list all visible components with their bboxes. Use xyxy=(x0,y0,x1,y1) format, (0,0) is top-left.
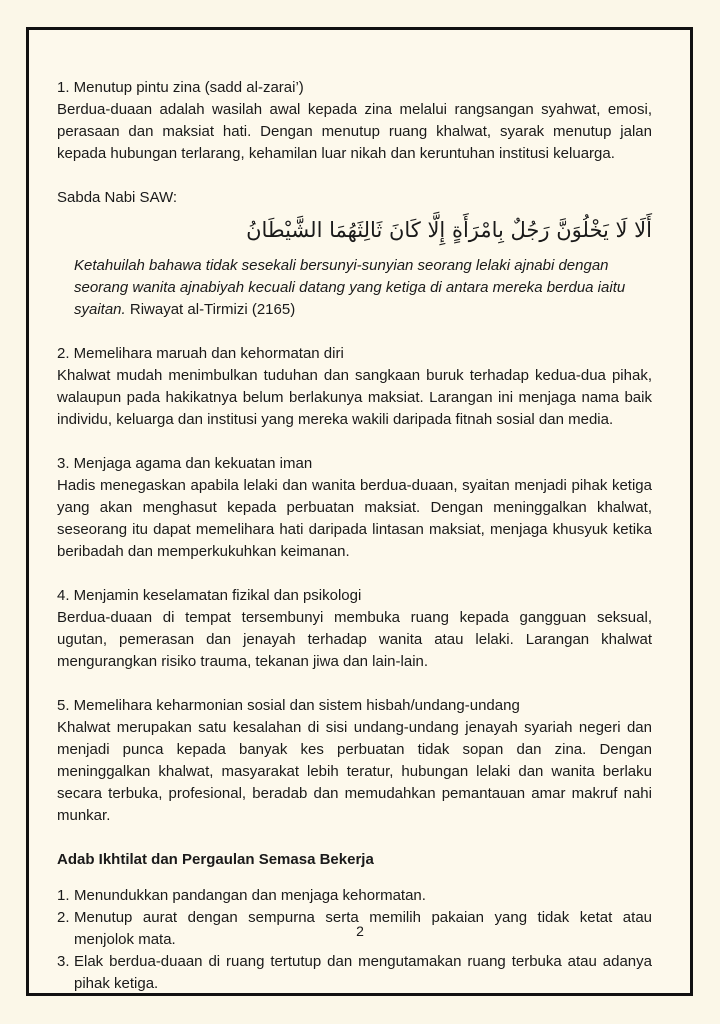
section-4-body: Berdua-duaan di tempat tersembunyi membuka ruang kepada gangguan seksual, ugutan, pemerasan dan jenayah terhadap wanita atau lelaki. Larangan khalwat mengurangkan risiko trauma, tekanan jiwa dan lain-lain. xyxy=(57,609,652,670)
adab-item-text: Menundukkan pandangan dan menjaga kehormatan. xyxy=(74,887,426,904)
adab-item-number: 2. xyxy=(57,909,70,926)
hadith-source: Riwayat al-Tirmizi (2165) xyxy=(129,301,296,318)
section-3-title: 3. Menjaga agama dan kekuatan iman xyxy=(57,455,313,472)
section-3 xyxy=(57,453,652,563)
section-1-title: 1. Menutup pintu zina (sadd al-zarai’) xyxy=(57,79,304,96)
page-number: 2 xyxy=(356,923,364,939)
section-5-title: 5. Memelihara keharmonian sosial dan sistem hisbah/undang-undang xyxy=(57,697,520,714)
adab-item-text: Elak berdua-duaan di ruang tertutup dan mengutamakan ruang terbuka atau adanya pihak ketiga. xyxy=(74,953,652,992)
hadith-translation: Ketahuilah bahawa tidak sesekali bersunyi-sunyian seorang lelaki ajnabi dengan seorang wanita ajnabiyah kecuali datang yang ketiga di antara mereka berdua iaitu syaitan. xyxy=(74,257,626,318)
section-2 xyxy=(57,343,652,431)
adab-item-number: 3. xyxy=(57,953,70,970)
section-1-body: Berdua-duaan adalah wasilah awal kepada zina melalui rangsangan syahwat, emosi, perasaan dan maksiat hati. Dengan menutup ruang khalwat, syarak menutup jalan kepada hubungan terlarang, kehamilan luar nikah dan keruntuhan institusi keluarga. xyxy=(57,101,652,162)
hadith-arabic: أَلَا لَا يَخْلُوَنَّ رَجُلٌ بِامْرَأَةٍ إِلَّا كَانَ ثَالِثَهُمَا الشَّيْطَانُ xyxy=(246,218,652,242)
adab-item-text: Menutup aurat dengan sempurna serta memilih pakaian yang tidak ketat atau menjolok mata. xyxy=(74,909,652,948)
hadith-block xyxy=(57,187,652,321)
adab-list xyxy=(57,885,652,995)
section-4-title: 4. Menjamin keselamatan fizikal dan psikologi xyxy=(57,587,362,604)
adab-item-number: 1. xyxy=(57,887,70,904)
hadith-translation-paragraph xyxy=(74,255,652,321)
section-5 xyxy=(57,695,652,827)
hadith-intro: Sabda Nabi SAW: xyxy=(57,189,178,206)
section-3-body: Hadis menegaskan apabila lelaki dan wanita berdua-duaan, syaitan menjadi pihak ketiga yang akan menghasut kepada perbuatan maksiat. Dengan meninggalkan khalwat, seseorang itu dapat memelihara hati daripada lintasan maksiat, menjaga khusyuk ketika beribadah dan memperkukuhkan keimanan. xyxy=(57,477,652,560)
section-1 xyxy=(57,77,652,165)
adab-title: Adab Ikhtilat dan Pergaulan Semasa Bekerja xyxy=(57,851,374,868)
section-2-title: 2. Memelihara maruah dan kehormatan diri xyxy=(57,345,344,362)
section-5-body: Khalwat merupakan satu kesalahan di sisi undang-undang jenayah syariah negeri dan menjadi punca kepada banyak kes perbuatan tidak sopan dan zina. Dengan meninggalkan khalwat, masyarakat lebih teratur, hubungan lelaki dan wanita berlaku secara terbuka, profesional, beradab dan memudahkan pemantauan amar makruf nahi munkar. xyxy=(57,719,652,824)
section-4 xyxy=(57,585,652,673)
section-2-body: Khalwat mudah menimbulkan tuduhan dan sangkaan buruk terhadap kedua-dua pihak, walaupun pada hakikatnya belum berlakunya maksiat. Larangan ini menjaga nama baik individu, keluarga dan institusi yang mereka wakili daripada fitnah sosial dan media. xyxy=(57,367,652,428)
page-content xyxy=(57,77,652,995)
adab-item-1 xyxy=(57,885,652,907)
adab-item-3 xyxy=(57,951,652,995)
